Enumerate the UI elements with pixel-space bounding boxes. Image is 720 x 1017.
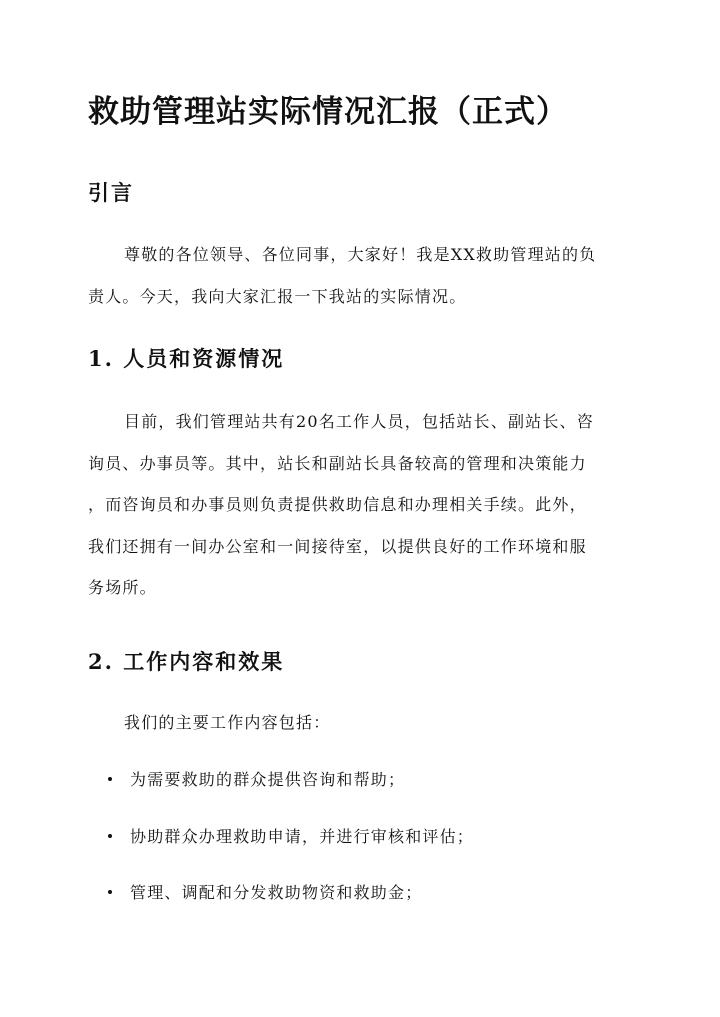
list-item — [108, 824, 474, 847]
section-heading-work-content: 2. 工作内容和效果 — [88, 649, 285, 674]
paragraph-line: 责人。今天，我向大家汇报一下我站的实际情况。 — [88, 286, 467, 306]
document-title: 救助管理站实际情况汇报（正式） — [88, 94, 568, 130]
bullet-icon — [108, 777, 112, 781]
bullet-icon — [108, 834, 112, 838]
paragraph-line: 尊敬的各位领导、各位同事，大家好！我是XX救助管理站的负 — [124, 245, 597, 264]
paragraph-line: 询员、办事员等。其中，站长和副站长具备较高的管理和决策能力 — [88, 453, 587, 473]
list-item — [108, 880, 422, 903]
staff-resources-paragraph — [88, 401, 634, 609]
section-heading-staff-resources: 1. 人员和资源情况 — [88, 346, 285, 371]
list-item — [108, 767, 405, 790]
list-item-text: 管理、调配和分发救助物资和救助金； — [130, 883, 423, 902]
paragraph-line: 我们还拥有一间办公室和一间接待室，以提供良好的工作环境和服 — [88, 536, 587, 556]
paragraph-line: 目前，我们管理站共有20名工作人员，包括站长、副站长、咨 — [124, 412, 594, 431]
bullet-icon — [108, 890, 112, 894]
list-item-text: 协助群众办理救助申请，并进行审核和评估； — [130, 827, 475, 846]
paragraph-line: 我们的主要工作内容包括： — [124, 713, 331, 732]
work-content-intro — [88, 702, 634, 744]
section-heading-intro: 引言 — [88, 180, 134, 205]
intro-paragraph — [88, 234, 634, 317]
paragraph-line: 务场所。 — [88, 578, 157, 597]
list-item-text: 为需要救助的群众提供咨询和帮助； — [130, 770, 406, 789]
paragraph-line: ，而咨询员和办事员则负责提供救助信息和办理相关手续。此外， — [88, 495, 587, 514]
